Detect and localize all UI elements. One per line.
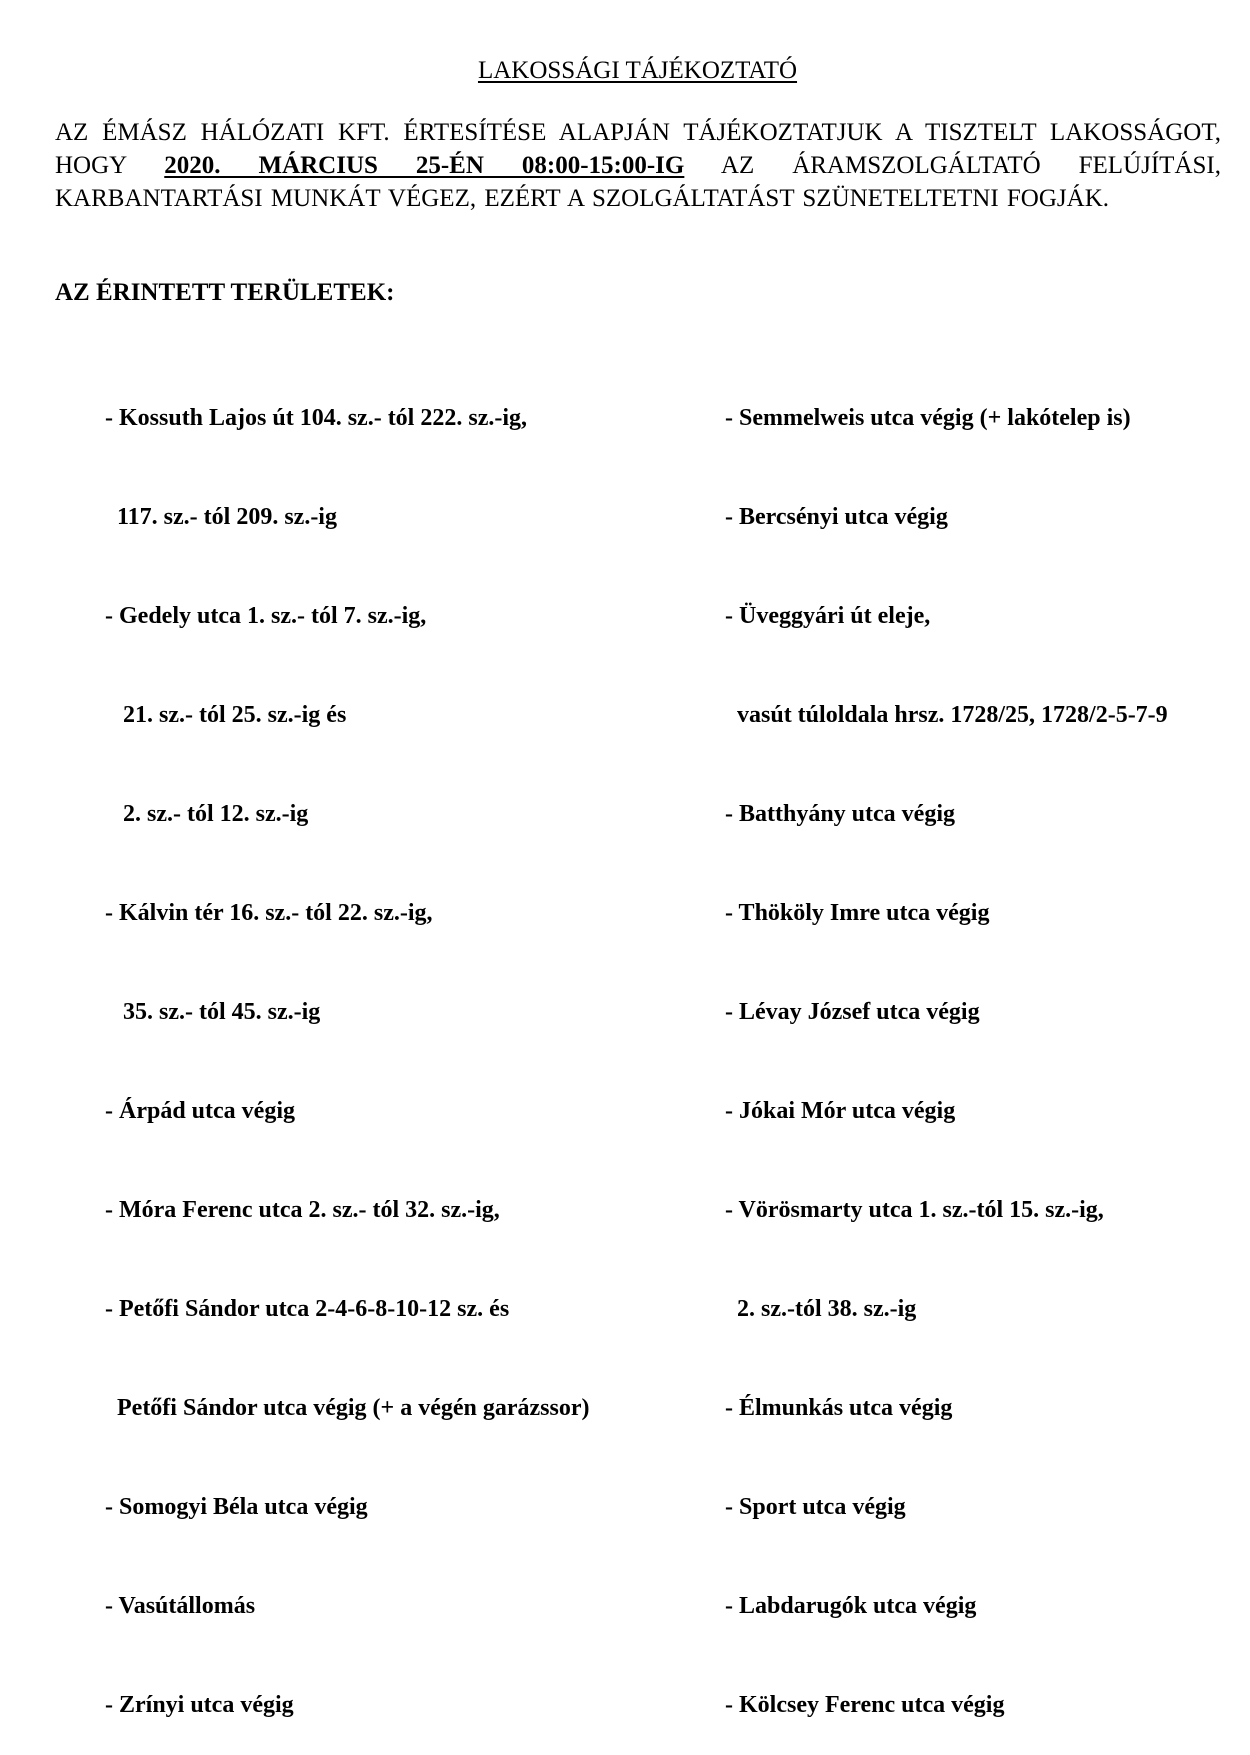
area-line: - Lévay József utca végig (725, 999, 980, 1025)
intro-text-after: AZ ÁRAMSZOLGÁLTATÓ FELÚJÍTÁSI, KARBANTARTÁSI MUNKÁT VÉGEZ, EZÉRT A SZOLGÁLTATÁST SZÜNETELTETNI FOGJÁK. (55, 152, 1221, 212)
area-line: - Vörösmarty utca 1. sz.-tól 15. sz.-ig, (725, 1197, 1104, 1223)
area-line: 2. sz.- tól 12. sz.-ig (105, 801, 309, 827)
areas-right-column (725, 336, 1168, 1755)
area-line: 21. sz.- tól 25. sz.-ig és (105, 702, 347, 728)
area-line: - Semmelweis utca végig (+ lakótelep is) (725, 405, 1131, 431)
area-line: - Sport utca végig (725, 1494, 906, 1520)
area-line: - Somogyi Béla utca végig (105, 1494, 368, 1520)
area-line: vasút túloldala hrsz. 1728/25, 1728/2-5-7-9 (725, 702, 1168, 728)
area-line: - Élmunkás utca végig (725, 1395, 953, 1421)
area-line: - Jókai Mór utca végig (725, 1098, 956, 1124)
area-line: Petőfi Sándor utca végig (+ a végén garázssor) (105, 1395, 590, 1421)
area-line: 35. sz.- tól 45. sz.-ig (105, 999, 321, 1025)
area-line: - Zrínyi utca végig (105, 1692, 294, 1718)
area-line: - Labdarugók utca végig (725, 1593, 977, 1619)
area-line: 117. sz.- tól 209. sz.-ig (105, 504, 337, 530)
intro-text-before: AZ ÉMÁSZ HÁLÓZATI KFT. ÉRTESÍTÉSE ALAPJÁN TÁJÉKOZTATJUK A TISZTELT LAKOSSÁGOT, HOGY (55, 119, 1221, 179)
area-line: - Petőfi Sándor utca 2-4-6-8-10-12 sz. és (105, 1296, 510, 1322)
area-line: - Gedely utca 1. sz.- tól 7. sz.-ig, (105, 603, 427, 629)
area-line: - Móra Ferenc utca 2. sz.- tól 32. sz.-ig, (105, 1197, 500, 1223)
area-line: - Kölcsey Ferenc utca végig (725, 1692, 1005, 1718)
area-line: 2. sz.-tól 38. sz.-ig (725, 1296, 917, 1322)
intro-paragraph (55, 116, 1221, 215)
outage-date-time: 2020. MÁRCIUS 25-ÉN 08:00-15:00-IG (164, 152, 685, 179)
areas-left-column (105, 336, 590, 1755)
document-title: LAKOSSÁGI TÁJÉKOZTATÓ (477, 57, 798, 84)
area-line: - Batthyány utca végig (725, 801, 955, 827)
area-line: - Bercsényi utca végig (725, 504, 948, 530)
area-line: - Kálvin tér 16. sz.- tól 22. sz.-ig, (105, 900, 433, 926)
area-line: - Vasútállomás (105, 1593, 256, 1619)
area-line: - Árpád utca végig (105, 1098, 295, 1124)
area-line: - Thököly Imre utca végig (725, 900, 990, 926)
area-line: - Kossuth Lajos út 104. sz.- tól 222. sz.-ig, (105, 405, 528, 431)
area-line: - Üveggyári út eleje, (725, 603, 931, 629)
areas-heading: AZ ÉRINTETT TERÜLETEK: (55, 279, 395, 306)
